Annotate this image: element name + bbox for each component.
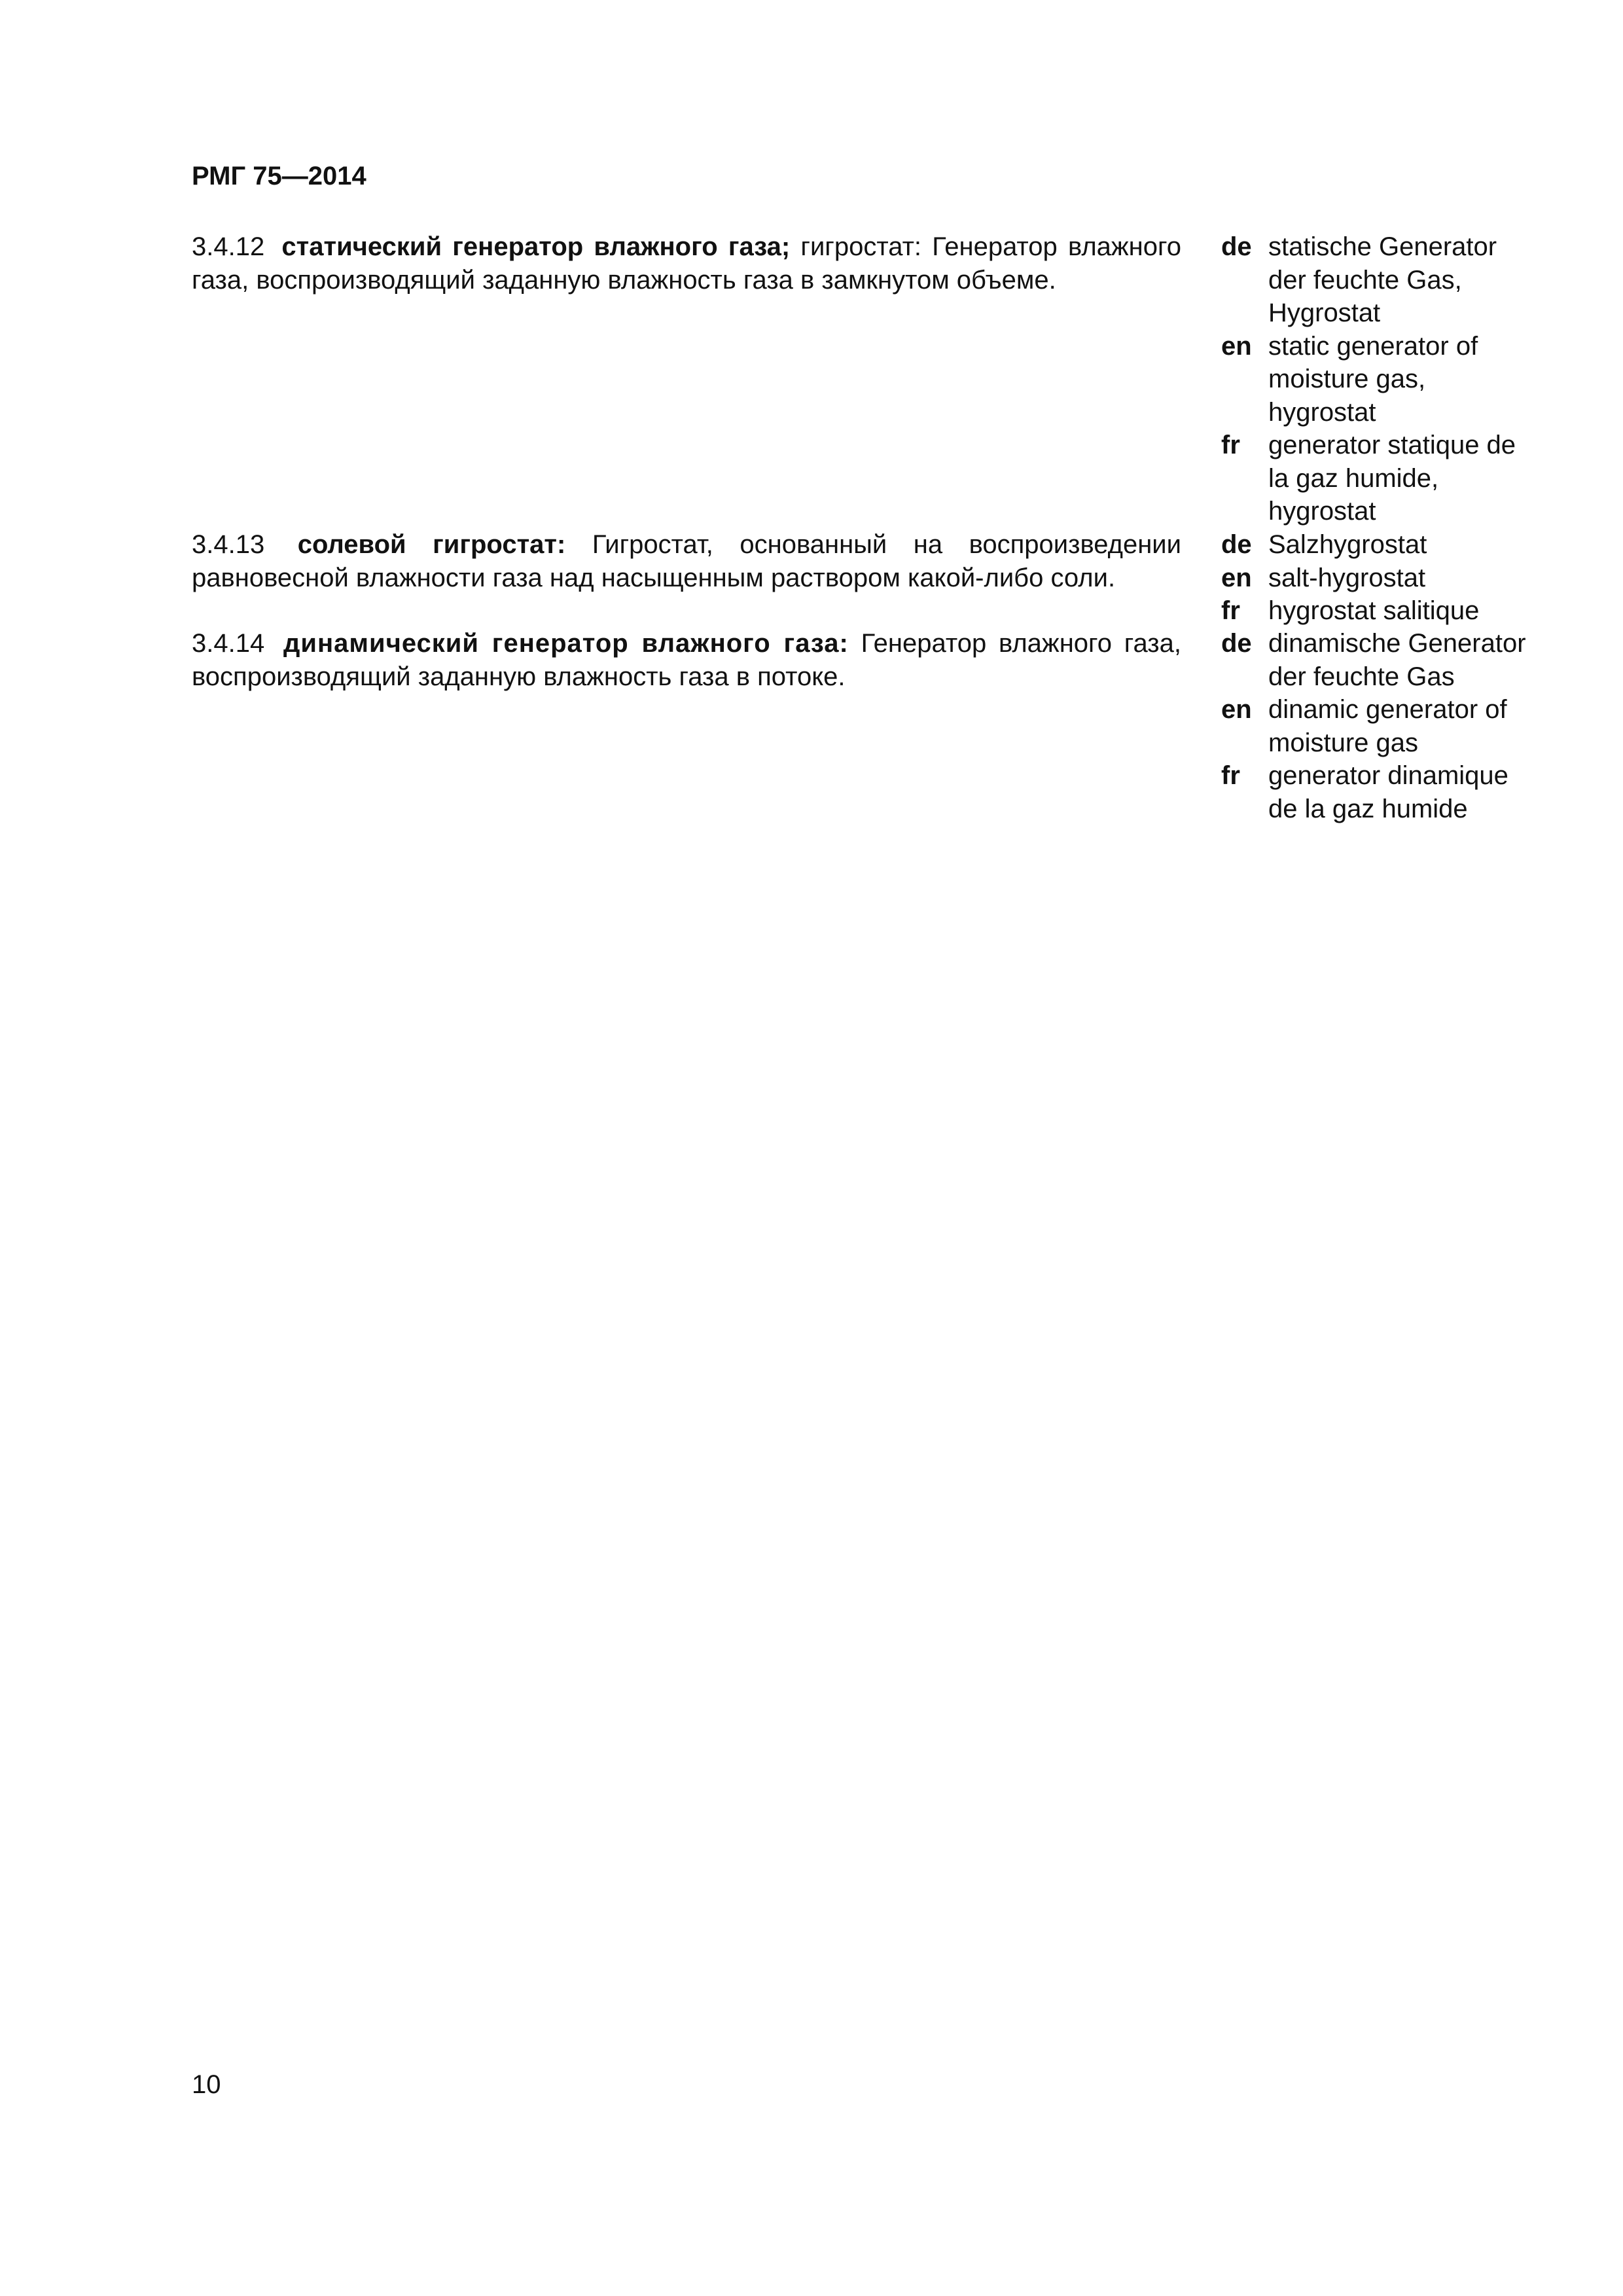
equivalents-3-4-12 xyxy=(1221,230,1529,528)
term-title: солевой гигростат: xyxy=(297,530,566,559)
page-number: 10 xyxy=(192,2070,221,2099)
language-code: fr xyxy=(1221,761,1240,790)
equivalent-en xyxy=(1221,562,1529,595)
equivalent-de xyxy=(1221,528,1529,562)
equivalent-text: generator statique de la gaz humide, hygrostat xyxy=(1268,431,1516,526)
document-header: РМГ 75—2014 xyxy=(192,162,366,190)
term-entry-3-4-14 xyxy=(192,627,1181,694)
language-code: en xyxy=(1221,563,1252,592)
term-definition: Генератор влажного газа, воспроизводящий заданную влажность газа в замкнутом объеме. xyxy=(192,232,1181,295)
equivalent-de xyxy=(1221,627,1529,693)
equivalent-text: dinamische Generator der feuchte Gas xyxy=(1268,629,1526,691)
language-code: fr xyxy=(1221,596,1240,625)
term-title: динамический генератор влажного газа: xyxy=(283,629,849,658)
equivalent-text: salt-hygrostat xyxy=(1268,563,1426,592)
term-entry-3-4-12 xyxy=(192,230,1181,297)
term-number: 3.4.12 xyxy=(192,232,265,261)
equivalent-de xyxy=(1221,230,1529,330)
language-code: de xyxy=(1221,530,1252,559)
language-code: de xyxy=(1221,629,1252,658)
language-code: de xyxy=(1221,232,1252,261)
equivalent-text: generator dinamique de la gaz humide xyxy=(1268,761,1508,823)
equivalent-fr xyxy=(1221,759,1529,825)
equivalents-3-4-13 xyxy=(1221,528,1529,628)
equivalent-text: statische Generator der feuchte Gas, Hygrostat xyxy=(1268,232,1497,327)
term-number: 3.4.14 xyxy=(192,629,265,658)
term-entry-3-4-13 xyxy=(192,528,1181,595)
language-code: en xyxy=(1221,331,1252,361)
equivalent-fr xyxy=(1221,594,1529,628)
language-code: fr xyxy=(1221,431,1240,459)
term-synonym: гигростат: xyxy=(800,232,922,261)
term-title: статический генератор влажного газа; xyxy=(281,232,791,261)
equivalent-text: Salzhygrostat xyxy=(1268,530,1427,559)
equivalents-3-4-14 xyxy=(1221,627,1529,825)
language-code: en xyxy=(1221,695,1252,724)
equivalent-text: hygrostat salitique xyxy=(1268,596,1480,625)
equivalent-fr xyxy=(1221,429,1529,528)
term-definition: Генератор влажного газа, воспроизводящий заданную влажность газа в потоке. xyxy=(192,629,1181,691)
term-definition: Гигростат, основанный на воспроизведении равновесной влажности газа над насыщенным раствором какой-либо соли. xyxy=(192,530,1181,592)
equivalent-en xyxy=(1221,693,1529,759)
equivalent-text: dinamic generator of moisture gas xyxy=(1268,695,1507,757)
equivalent-en xyxy=(1221,330,1529,429)
equivalent-text: static generator of moisture gas, hygrostat xyxy=(1268,331,1478,427)
term-number: 3.4.13 xyxy=(192,530,265,559)
